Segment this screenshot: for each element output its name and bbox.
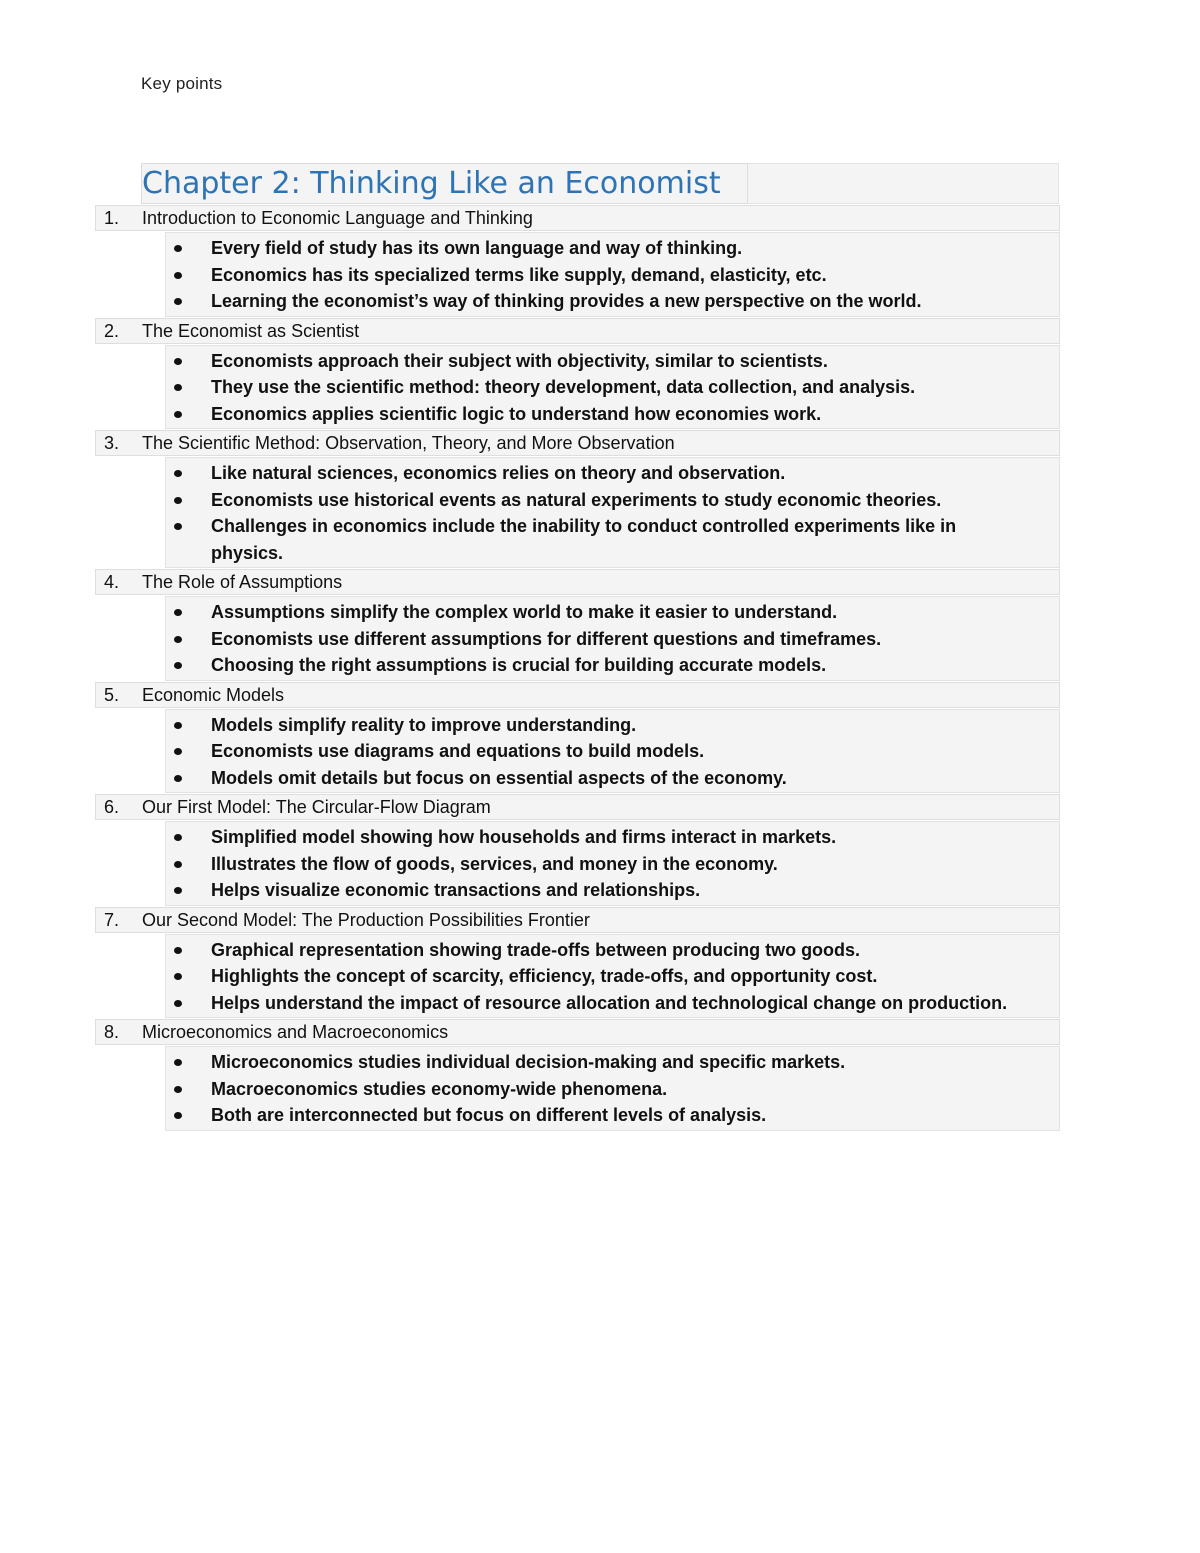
section-number: 5. — [104, 684, 120, 705]
page-title: Chapter 2: Thinking Like an Economist — [142, 166, 721, 201]
bullet-dot-icon — [174, 973, 182, 980]
section-number: 1. — [104, 208, 120, 228]
list-item — [166, 288, 1059, 315]
section-title: Introduction to Economic Language and Thinking — [142, 208, 533, 228]
list-item — [166, 877, 1059, 904]
outline-list — [95, 205, 1060, 1132]
list-item-text: Learning the economist’s way of thinking provides a new perspective on the world. — [211, 291, 922, 311]
list-item-text: Choosing the right assumptions is crucial for building accurate models. — [211, 655, 827, 675]
list-item-text: Helps visualize economic transactions and relationships. — [211, 880, 701, 900]
bullet-dot-icon — [174, 411, 182, 418]
bullet-list — [165, 821, 1060, 906]
bullet-list — [165, 934, 1060, 1019]
list-item — [166, 712, 1059, 739]
bullet-list — [165, 232, 1060, 317]
list-item — [166, 513, 1059, 566]
bullet-dot-icon — [174, 775, 182, 782]
list-item — [166, 738, 1059, 765]
section-heading — [95, 1019, 1060, 1045]
list-item-text: Models simplify reality to improve understanding. — [211, 714, 637, 735]
bullet-dot-icon — [174, 662, 182, 669]
section-title: The Role of Assumptions — [142, 572, 343, 592]
list-item-text: Illustrates the flow of goods, services, and money in the economy. — [211, 853, 778, 874]
list-item-text: Like natural sciences, economics relies on theory and observation. — [211, 463, 786, 483]
bullet-dot-icon — [174, 947, 182, 954]
section-heading — [95, 318, 1060, 344]
list-item-text: Economists use diagrams and equations to build models. — [211, 741, 705, 761]
bullet-dot-icon — [174, 384, 182, 391]
bullet-list — [165, 457, 1060, 568]
section-title: Our Second Model: The Production Possibilities Frontier — [142, 909, 590, 930]
section-number: 6. — [104, 797, 120, 817]
bullet-dot-icon — [174, 272, 182, 279]
list-item — [166, 963, 1059, 990]
list-item-text: Simplified model showing how households and firms interact in markets. — [211, 827, 837, 847]
list-item — [166, 1102, 1059, 1129]
bullet-dot-icon — [174, 636, 182, 643]
bullet-list — [165, 709, 1060, 794]
section-heading — [95, 907, 1060, 933]
section-heading — [95, 569, 1060, 595]
bullet-dot-icon — [174, 1086, 182, 1093]
bullet-dot-icon — [174, 834, 182, 841]
list-item-text: Both are interconnected but focus on different levels of analysis. — [211, 1105, 767, 1125]
section-number: 8. — [104, 1022, 120, 1042]
section-number: 4. — [104, 572, 120, 592]
section-heading — [95, 794, 1060, 820]
list-item — [166, 1076, 1059, 1103]
bullet-dot-icon — [174, 887, 182, 894]
list-item-text: Challenges in economics include the inability to conduct controlled experiments like in physics. — [211, 516, 957, 563]
list-item-text: Economists use different assumptions for different questions and timeframes. — [211, 628, 882, 649]
list-item — [166, 652, 1059, 679]
bullet-list — [165, 1046, 1060, 1131]
list-item — [166, 235, 1059, 262]
list-item — [166, 990, 1059, 1017]
header-label: Key points — [141, 74, 223, 93]
list-item-text: Helps understand the impact of resource allocation and technological change on production. — [211, 992, 1008, 1013]
bullet-dot-icon — [174, 609, 182, 616]
list-item — [166, 401, 1059, 428]
list-item — [166, 1049, 1059, 1076]
section-number: 2. — [104, 320, 120, 341]
list-item — [166, 599, 1059, 626]
list-item — [166, 626, 1059, 653]
list-item-text: Economics applies scientific logic to understand how economies work. — [211, 403, 822, 424]
list-item — [166, 374, 1059, 401]
list-item-text: Macroeconomics studies economy-wide phenomena. — [211, 1078, 668, 1099]
list-item — [166, 262, 1059, 289]
bullet-dot-icon — [174, 497, 182, 504]
section-title: Our First Model: The Circular-Flow Diagram — [142, 797, 491, 817]
list-item — [166, 937, 1059, 964]
list-item-text: Models omit details but focus on essential aspects of the economy. — [211, 767, 787, 788]
section-heading — [95, 430, 1060, 456]
bullet-dot-icon — [174, 523, 182, 530]
list-item — [166, 487, 1059, 514]
list-item-text: They use the scientific method: theory development, data collection, and analysis. — [211, 377, 916, 397]
list-item — [166, 348, 1059, 375]
section-title: Economic Models — [142, 684, 285, 705]
section-title: The Scientific Method: Observation, Theory, and More Observation — [142, 433, 675, 453]
list-item — [166, 851, 1059, 878]
list-item-text: Graphical representation showing trade-offs between producing two goods. — [211, 939, 861, 960]
bullet-dot-icon — [174, 358, 182, 365]
list-item-text: Every field of study has its own language and way of thinking. — [211, 238, 743, 258]
bullet-dot-icon — [174, 245, 182, 252]
list-item-text: Highlights the concept of scarcity, efficiency, trade-offs, and opportunity cost. — [211, 966, 878, 986]
list-item-text: Assumptions simplify the complex world to make it easier to understand. — [211, 602, 838, 622]
section-number: 3. — [104, 433, 120, 453]
bullet-dot-icon — [174, 1000, 182, 1007]
list-item-text: Economists use historical events as natural experiments to study economic theories. — [211, 489, 942, 510]
section-heading — [95, 205, 1060, 231]
list-item — [166, 824, 1059, 851]
list-item — [166, 765, 1059, 792]
bullet-dot-icon — [174, 861, 182, 868]
list-item — [166, 460, 1059, 487]
bullet-dot-icon — [174, 1112, 182, 1119]
bullet-list — [165, 345, 1060, 430]
bullet-dot-icon — [174, 298, 182, 305]
list-item-text: Economists approach their subject with objectivity, similar to scientists. — [211, 350, 828, 371]
bullet-dot-icon — [174, 470, 182, 477]
bullet-list — [165, 596, 1060, 681]
section-heading — [95, 682, 1060, 708]
list-item-text: Microeconomics studies individual decision-making and specific markets. — [211, 1052, 846, 1072]
section-title: Microeconomics and Macroeconomics — [142, 1022, 449, 1042]
bullet-dot-icon — [174, 1059, 182, 1066]
list-item-text: Economics has its specialized terms like supply, demand, elasticity, etc. — [211, 264, 827, 285]
bullet-dot-icon — [174, 722, 182, 729]
section-number: 7. — [104, 909, 120, 930]
bullet-dot-icon — [174, 748, 182, 755]
section-title: The Economist as Scientist — [142, 320, 360, 341]
